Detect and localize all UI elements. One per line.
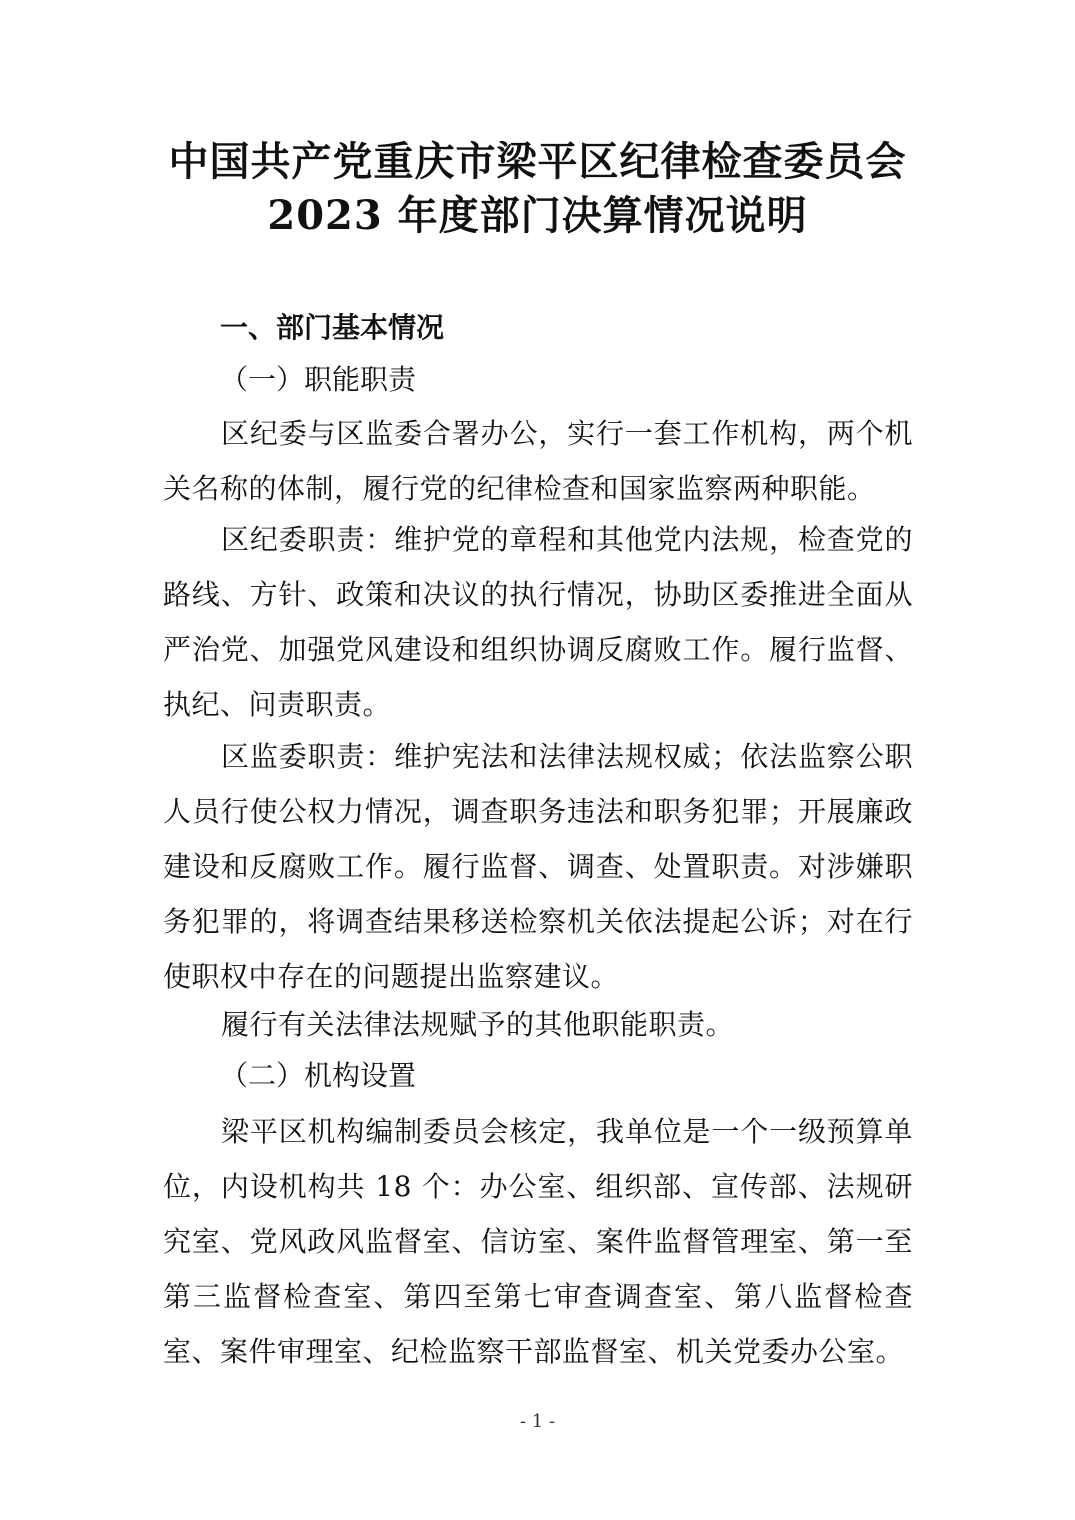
paragraph-joint-office: 区纪委与区监委合署办公，实行一套工作机构，两个机关名称的体制，履行党的纪律检查和国家监察两种职能。: [163, 417, 913, 505]
paragraph-supervision-duties: 区监委职责：维护宪法和法律法规权威；依法监察公职人员行使公权力情况，调查职务违法和职务犯罪；开展廉政建设和反腐败工作。履行监督、调查、处置职责。对涉嫌职务犯罪的，将调查结果移送检察机关依法提起公诉；对在行使职权中存在的问题提出监察建议。: [163, 740, 913, 993]
subsection-heading-functions: （一）职能职责: [220, 363, 417, 396]
document-title-line-1: 中国共产党重庆市梁平区纪律检查委员会: [168, 138, 907, 185]
paragraph-organization-setup: 梁平区机构编制委员会核定，我单位是一个一级预算单位，内设机构共 18 个：办公室、组织部、宣传部、法规研究室、党风政风监督室、信访室、案件监督管理室、第一至第三监督检查室、第四至第七审查调查室、第八监督检查室、案件审理室、纪检监察干部监督室、机关党委办公室。: [163, 1115, 913, 1368]
paragraph-commission-duties: 区纪委职责：维护党的章程和其他党内法规，检查党的路线、方针、政策和决议的执行情况，协助区委推进全面从严治党、加强党风建设和组织协调反腐败工作。履行监督、执纪、问责职责。: [163, 523, 913, 721]
paragraph-other-duties: 履行有关法律法规赋予的其他职能职责。: [221, 1008, 735, 1041]
document-title-line-2: 2023 年度部门决算情况说明: [267, 192, 808, 239]
page-number: - 1 -: [519, 1411, 556, 1432]
subsection-heading-organization: （二）机构设置: [220, 1059, 417, 1092]
section-heading-basic-info: 一、部门基本情况: [220, 311, 445, 344]
